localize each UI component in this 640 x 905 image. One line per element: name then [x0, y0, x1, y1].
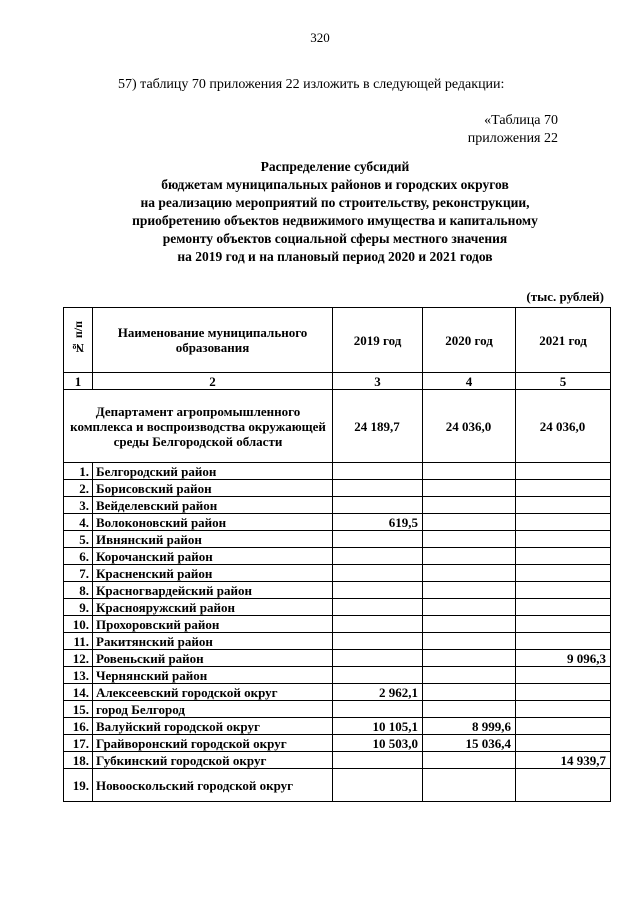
row-value-2020: [423, 752, 516, 769]
row-value-2019: [333, 480, 423, 497]
row-value-2020: [423, 684, 516, 701]
subsidy-table: [63, 307, 611, 802]
row-value-2020: [423, 667, 516, 684]
row-value-2020: [423, 463, 516, 480]
row-value-2021: [516, 633, 611, 650]
row-name: Белгородский район: [93, 463, 333, 480]
row-value-2019: [333, 701, 423, 718]
row-value-2021: [516, 531, 611, 548]
column-number: 3: [333, 373, 423, 390]
row-number: 18.: [64, 752, 93, 769]
row-value-2020: 8 999,6: [423, 718, 516, 735]
row-name: Алексеевский городской округ: [93, 684, 333, 701]
row-name: Ивнянский район: [93, 531, 333, 548]
row-value-2019: [333, 650, 423, 667]
row-number: 11.: [64, 633, 93, 650]
unit-label: (тыс. рублей): [526, 289, 604, 304]
row-value-2020: [423, 531, 516, 548]
row-name: Корочанский район: [93, 548, 333, 565]
header-num: № п/п: [64, 308, 93, 373]
column-number: 1: [64, 373, 93, 390]
row-value-2021: [516, 582, 611, 599]
page-number: 320: [310, 30, 330, 45]
table-row: [64, 633, 611, 650]
row-value-2019: [333, 633, 423, 650]
row-value-2019: [333, 616, 423, 633]
row-number: 15.: [64, 701, 93, 718]
row-name: Прохоровский район: [93, 616, 333, 633]
table-row: [64, 531, 611, 548]
row-value-2020: [423, 480, 516, 497]
row-value-2021: [516, 684, 611, 701]
table-row: [64, 718, 611, 735]
title-line: бюджетам муниципальных районов и городских округов: [161, 177, 509, 192]
row-name: Волоконовский район: [93, 514, 333, 531]
row-value-2020: [423, 633, 516, 650]
row-number: 12.: [64, 650, 93, 667]
row-name: Красногвардейский район: [93, 582, 333, 599]
row-number: 19.: [64, 769, 93, 802]
table-row: [64, 650, 611, 667]
row-name: Красненский район: [93, 565, 333, 582]
row-value-2020: [423, 599, 516, 616]
column-number: 5: [516, 373, 611, 390]
row-name: Ракитянский район: [93, 633, 333, 650]
row-value-2021: 14 939,7: [516, 752, 611, 769]
row-name: Борисовский район: [93, 480, 333, 497]
table-row: [64, 463, 611, 480]
row-value-2020: [423, 514, 516, 531]
row-value-2021: [516, 599, 611, 616]
row-value-2019: 10 503,0: [333, 735, 423, 752]
table-row: [64, 548, 611, 565]
row-value-2019: 2 962,1: [333, 684, 423, 701]
table-row: [64, 735, 611, 752]
header-2021: 2021 год: [516, 308, 611, 373]
row-value-2019: [333, 463, 423, 480]
header-2019: 2019 год: [333, 308, 423, 373]
row-value-2019: [333, 497, 423, 514]
row-name: Новооскольский городской округ: [93, 769, 333, 802]
title-line: на 2019 год и на плановый период 2020 и 2021 годов: [177, 249, 493, 264]
row-value-2020: [423, 769, 516, 802]
row-number: 16.: [64, 718, 93, 735]
table-row: [64, 599, 611, 616]
table-reference: [420, 112, 558, 148]
title-line: на реализацию мероприятий по строительству, реконструкции,: [140, 195, 530, 210]
table-row: [64, 701, 611, 718]
row-value-2019: [333, 565, 423, 582]
row-name: город Белгород: [93, 701, 333, 718]
row-value-2020: [423, 497, 516, 514]
table-header-row: [64, 308, 611, 373]
row-name: Вейделевский район: [93, 497, 333, 514]
row-number: 2.: [64, 480, 93, 497]
row-name: Ровеньский район: [93, 650, 333, 667]
row-value-2020: [423, 701, 516, 718]
document-title: [60, 158, 610, 266]
row-value-2020: [423, 650, 516, 667]
row-value-2019: [333, 599, 423, 616]
row-value-2021: [516, 480, 611, 497]
table-row: [64, 667, 611, 684]
row-value-2019: [333, 769, 423, 802]
row-number: 10.: [64, 616, 93, 633]
row-number: 3.: [64, 497, 93, 514]
row-number: 7.: [64, 565, 93, 582]
row-value-2019: [333, 582, 423, 599]
row-value-2021: [516, 548, 611, 565]
row-number: 4.: [64, 514, 93, 531]
row-name: Краснояружский район: [93, 599, 333, 616]
table-row: [64, 616, 611, 633]
row-name: Валуйский городской округ: [93, 718, 333, 735]
column-number-row: [64, 373, 611, 390]
department-row: [64, 390, 611, 463]
table-row: [64, 769, 611, 802]
table-row: [64, 565, 611, 582]
row-value-2021: [516, 701, 611, 718]
row-number: 1.: [64, 463, 93, 480]
row-value-2021: [516, 565, 611, 582]
title-line: ремонту объектов социальной сферы местного значения: [162, 231, 508, 246]
row-number: 9.: [64, 599, 93, 616]
row-value-2021: 9 096,3: [516, 650, 611, 667]
row-value-2019: [333, 548, 423, 565]
row-value-2021: [516, 718, 611, 735]
row-value-2019: 619,5: [333, 514, 423, 531]
table-reference-line: приложения 22: [467, 131, 558, 146]
row-value-2020: 15 036,4: [423, 735, 516, 752]
row-value-2019: 10 105,1: [333, 718, 423, 735]
title-line: приобретению объектов недвижимого имущества и капитальному: [132, 213, 538, 228]
department-name: Департамент агропромышленного комплекса и воспроизводства окружающей среды Белгородской области: [64, 390, 333, 463]
row-name: Губкинский городской округ: [93, 752, 333, 769]
row-value-2020: [423, 548, 516, 565]
row-number: 5.: [64, 531, 93, 548]
row-name: Чернянский район: [93, 667, 333, 684]
row-value-2021: [516, 769, 611, 802]
column-number: 2: [93, 373, 333, 390]
row-name: Грайворонский городской округ: [93, 735, 333, 752]
department-2021: 24 036,0: [516, 390, 611, 463]
row-value-2019: [333, 531, 423, 548]
row-value-2021: [516, 667, 611, 684]
row-value-2019: [333, 667, 423, 684]
row-value-2021: [516, 514, 611, 531]
row-value-2021: [516, 497, 611, 514]
table-row: [64, 582, 611, 599]
row-value-2021: [516, 616, 611, 633]
table-row: [64, 480, 611, 497]
column-number: 4: [423, 373, 516, 390]
row-number: 6.: [64, 548, 93, 565]
row-value-2020: [423, 582, 516, 599]
intro-text: 57) таблицу 70 приложения 22 изложить в следующей редакции:: [118, 77, 505, 92]
table-reference-line: «Таблица 70: [484, 113, 558, 128]
row-number: 13.: [64, 667, 93, 684]
row-value-2020: [423, 616, 516, 633]
row-number: 8.: [64, 582, 93, 599]
row-number: 17.: [64, 735, 93, 752]
table-row: [64, 497, 611, 514]
department-2019: 24 189,7: [333, 390, 423, 463]
table-row: [64, 684, 611, 701]
table-row: [64, 752, 611, 769]
title-line: Распределение субсидий: [260, 159, 410, 174]
row-value-2020: [423, 565, 516, 582]
header-name: Наименование муниципального образования: [93, 308, 333, 373]
row-value-2021: [516, 735, 611, 752]
header-2020: 2020 год: [423, 308, 516, 373]
department-2020: 24 036,0: [423, 390, 516, 463]
row-value-2019: [333, 752, 423, 769]
table-row: [64, 514, 611, 531]
row-number: 14.: [64, 684, 93, 701]
row-value-2021: [516, 463, 611, 480]
